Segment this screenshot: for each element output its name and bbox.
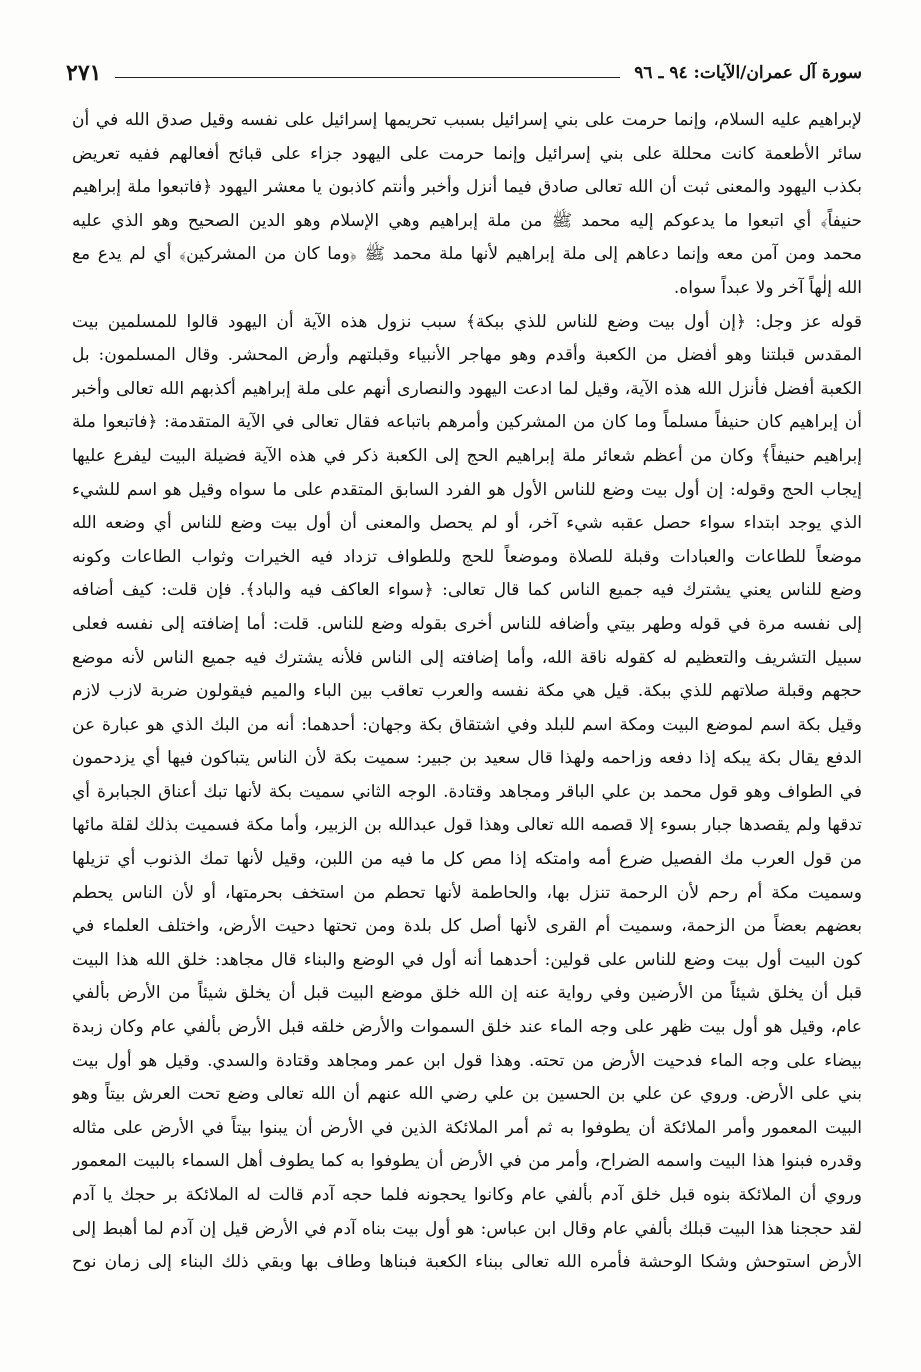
- text-line: كون البيت أول بيت وضع للناس على قولين: أحدهما أنه أول في الوضع والبناء قال مجاهد: خلق الله هذا البيت: [72, 949, 862, 970]
- text-line: الأرض استوحش وشكا الوحشة فأمره الله تعالى ببناء الكعبة فبناها وطاف بها وبقي ذلك البناء إلى زمان نوح: [72, 1252, 862, 1273]
- text-line: الكعبة أفضل فأنزل الله هذه الآية، وقيل لما ادعت اليهود والنصارى أنهم على ملة إبراهيم أكذبهم الله تعالى وأخبر: [72, 378, 862, 399]
- text-line: حجهم وقبلة صلاتهم للذي ببكة. قيل هي مكة نفسه والعرب تعاقب بين الباء والميم فيقولون ضربة لازب لازم: [72, 681, 862, 702]
- text-line: حنيفاً﴾ أي اتبعوا ما يدعوكم إليه محمد ﷺ من ملة إبراهيم وهي الإسلام وهو الدين الصحيح وهو الذي عليه: [72, 210, 862, 231]
- page-number: ٢٧١: [66, 60, 102, 86]
- text-line: وضع للناس يعني يشترك فيه جميع الناس كما قال تعالى: ﴿سواء العاكف فيه والباد﴾. فإن قلت: كيف أضافه: [72, 580, 862, 601]
- text-line: لإبراهيم عليه السلام، وإنما حرمت على بني إسرائيل بسبب تحريمها إسرائيل على نفسه وقيل صدق الله في أن: [72, 110, 862, 130]
- text-line: وقيل بكة اسم لموضع البيت ومكة اسم للبلد وفي اشتقاق بكة وجهان: أحدهما: أنه من البك الذي هو عبارة عن: [72, 714, 862, 735]
- text-line: محمد ومن آمن معه وإنما دعاهم إلى ملة إبراهيم لأنها ملة محمد ﷺ ﴿وما كان من المشركين﴾ أي لم يدع مع: [72, 244, 862, 265]
- text-line: وقدره فبنوا هذا البيت واسمه الضراح، وأمر من في الأرض أن يطوفوا به كما يطوف أهل السماء بالبيت المعمور: [72, 1151, 862, 1172]
- text-line: إلى نفسه مرة في قوله وطهر بيتي وأضافه للناس أخرى بقوله وضع للناس. قلت: أما إضافته إلى نفسه فعلى: [72, 613, 862, 634]
- text-line: سبيل التشريف والتعظيم له كقوله ناقة الله، وأما إضافته إلى الناس فلأنه يشترك فيه جميع الناس لأنه موضع: [72, 647, 862, 668]
- text-line: قبل أن يخلق شيئاً من الأرضين وفي رواية عنه إن الله خلق موضع البيت قبل أن يخلق شيئاً من الأرض بألفي: [72, 983, 862, 1004]
- text-line: الله إلٰهاً آخر ولا عبداً سواه.: [673, 277, 862, 298]
- text-line: المقدس قبلتنا وهو أفضل من الكعبة وأقدم وهو مهاجر الأنبياء وقبلتهم وأرض المحشر. وقال المسلمون: بل: [72, 345, 862, 366]
- header-rule: [115, 77, 620, 78]
- text-line: قوله عز وجل: ﴿إن أول بيت وضع للناس للذي ببكة﴾ سبب نزول هذه الآية أن اليهود قالوا للمسلمين بيت: [72, 311, 862, 332]
- text-line: وسميت مكة أم رحم لأن الرحمة تنزل بها، والحاطمة لأنها تحطم من استخف بحرمتها، أو لأن الناس يحطم: [72, 882, 862, 903]
- text-line: البيت المعمور وأمر الملائكة أن يطوفوا به ثم أمر الملائكة الذين في الأرض أن يبنوا بيتاً في الأرض على مثاله: [72, 1117, 862, 1138]
- text-line: وروي أن الملائكة بنوه قبل خلق آدم بألفي عام وكانوا يحجونه فلما حجه آدم قالت له الملائكة بر حجك يا آدم: [72, 1185, 862, 1205]
- text-line: بني على الأرض. وروي عن علي بن الحسين بن علي رضي الله عنهم أن الله تعالى وضع تحت العرش بيتاً وهو: [72, 1084, 862, 1105]
- text-line: عام، وقيل هو أول بيت ظهر على وجه الماء عند خلق السموات والأرض خلقه قبل الأرض بألفي عام وكان زبدة: [72, 1017, 862, 1038]
- text-line: بيضاء على وجه الماء فدحيت الأرض من تحته. وهذا قول ابن عمر ومجاهد وقتادة والسدي. وقيل هو أول بيت: [72, 1050, 862, 1071]
- text-line: بكذب اليهود والمعنى ثبت أن الله تعالى صادق فيما أنزل وأخبر وأنتم كاذبون يا معشر اليهود ﴿فاتبعوا ملة إبراهيم: [72, 177, 862, 198]
- text-line: في الطواف وهو قول محمد بن علي الباقر ومجاهد وقتادة. الوجه الثاني سميت بكة لأنها تبك أعناق الجبابرة أي: [72, 781, 862, 802]
- text-line: تدقها ولم يقصدها جبار بسوء إلا قصمه الله تعالى وهذا قول عبدالله بن الزبير، وأما مكة فسميت بذلك لقلة مائها: [72, 815, 862, 836]
- text-line: لقد حججنا هذا البيت قبلك بألفي عام وقال ابن عباس: هو أول بيت بناه آدم في الأرض قيل إن آدم لما أهبط إلى: [72, 1218, 862, 1239]
- surah-title: سورة آل عمران/الآيات: ٩٤ ـ ٩٦: [634, 63, 862, 83]
- text-line: أن إبراهيم كان حنيفاً مسلماً وما كان من المشركين وأمرهم باتباعه فقال تعالى في الآية المتقدمة: ﴿فاتبعوا ملة: [72, 412, 862, 433]
- text-line: سائر الأطعمة كانت محللة على بني إسرائيل وإنما حرمت على اليهود جزاء على قبائح أفعالهم ففيه تعريض: [72, 143, 862, 164]
- text-line: الذي يوجد ابتداء سواء حصل عقبه شيء آخر، أو لم يحصل والمعنى أن أول بيت وضع للناس أي وضعه الله: [72, 513, 862, 534]
- text-line: من قول العرب مك الفصيل ضرع أمه وامتكه إذا مص كل ما فيه من اللبن، وقيل لأنها تمك الذنوب أي تزيلها: [72, 849, 862, 870]
- text-line: إبراهيم حنيفاً﴾ وكان من أعظم شعائر ملة إبراهيم الحج إلى الكعبة ذكر في هذه الآية فضيلة البيت ليفرع عليها: [72, 445, 862, 466]
- text-line: إيجاب الحج وقوله: إن أول بيت وضع للناس الأول هو الفرد السابق المتقدم على ما سواه وقيل هو اسم للشيء: [72, 479, 862, 500]
- page-body-text: [72, 104, 862, 1280]
- text-line: الدفع يقال بكة يبكه إذا دفعه وزاحمه ولهذا قال سعيد بن جبير: سميت بكة لأن الناس يتباكون فيها أي يزدحمون: [72, 748, 862, 769]
- text-line: بعضهم بعضاً من الزحمة، وسميت أم القرى لأنها أصل كل بلدة ومن تحتها دحيت الأرض، واختلف العلماء في: [72, 916, 862, 937]
- text-line: موضعاً للطاعات والعبادات وقبلة للصلاة وموضعاً للحج وللطواف تزداد فيه الخيرات وثواب الطاعات وكونه: [72, 546, 862, 567]
- page-header: [66, 56, 862, 90]
